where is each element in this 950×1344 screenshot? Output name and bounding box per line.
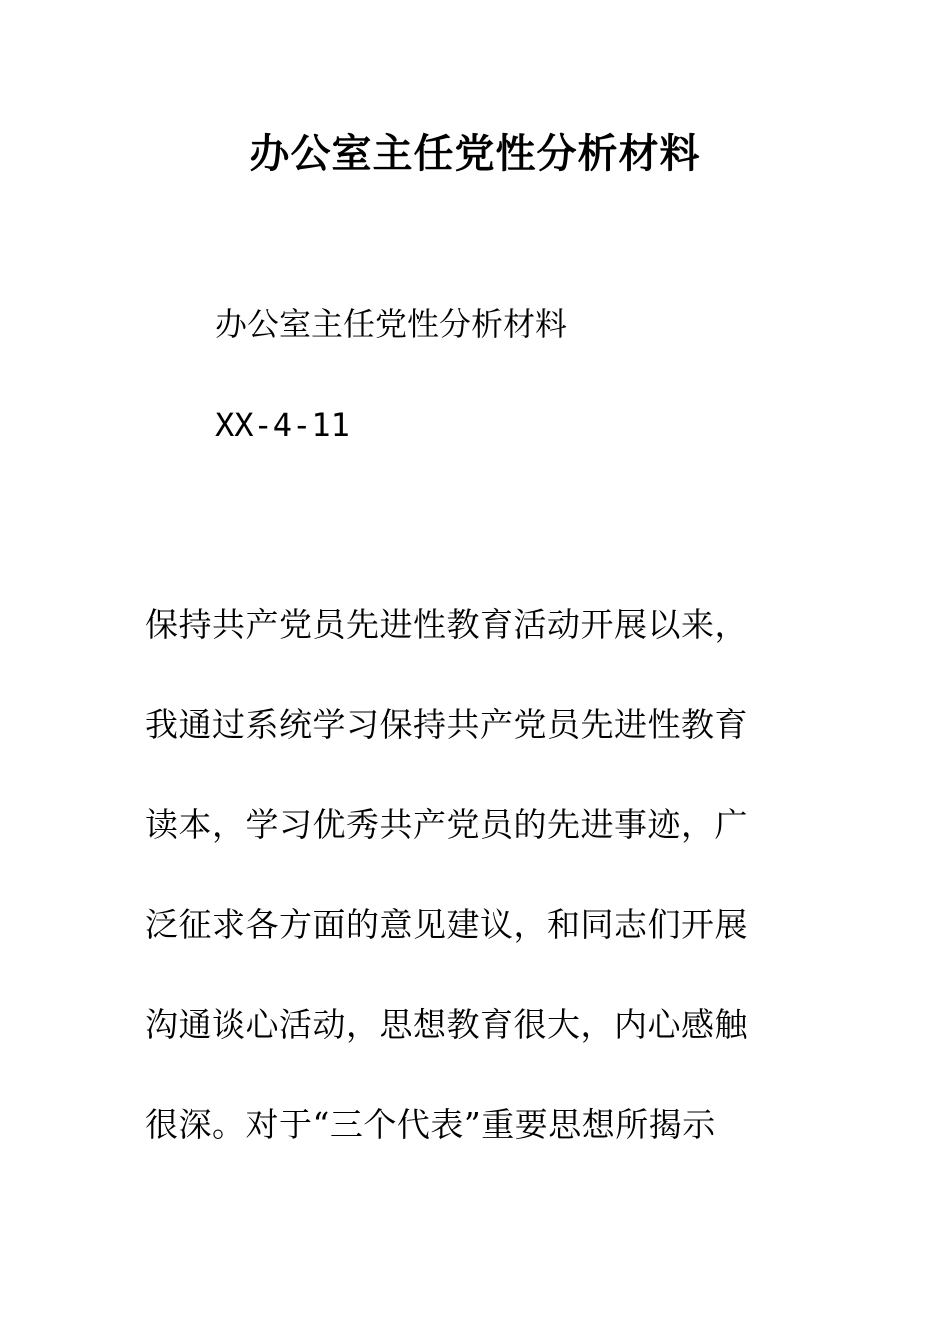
body-paragraph	[145, 600, 785, 1200]
body-line: 沟通谈心活动，思想教育很大，内心感触	[145, 1005, 748, 1044]
body-line: 保持共产党员先进性教育活动开展以来，	[145, 605, 748, 644]
body-line: 泛征求各方面的意见建议，和同志们开展	[145, 905, 748, 944]
body-line: 读本，学习优秀共产党员的先进事迹，广	[145, 805, 748, 844]
document-date: XX-4-11	[215, 406, 350, 444]
document-subtitle: 办公室主任党性分析材料	[215, 305, 568, 343]
body-line: 很深。对于“三个代表”重要思想所揭示	[145, 1105, 716, 1144]
document-title: 办公室主任党性分析材料	[249, 130, 701, 177]
body-line: 我通过系统学习保持共产党员先进性教育	[145, 705, 748, 744]
